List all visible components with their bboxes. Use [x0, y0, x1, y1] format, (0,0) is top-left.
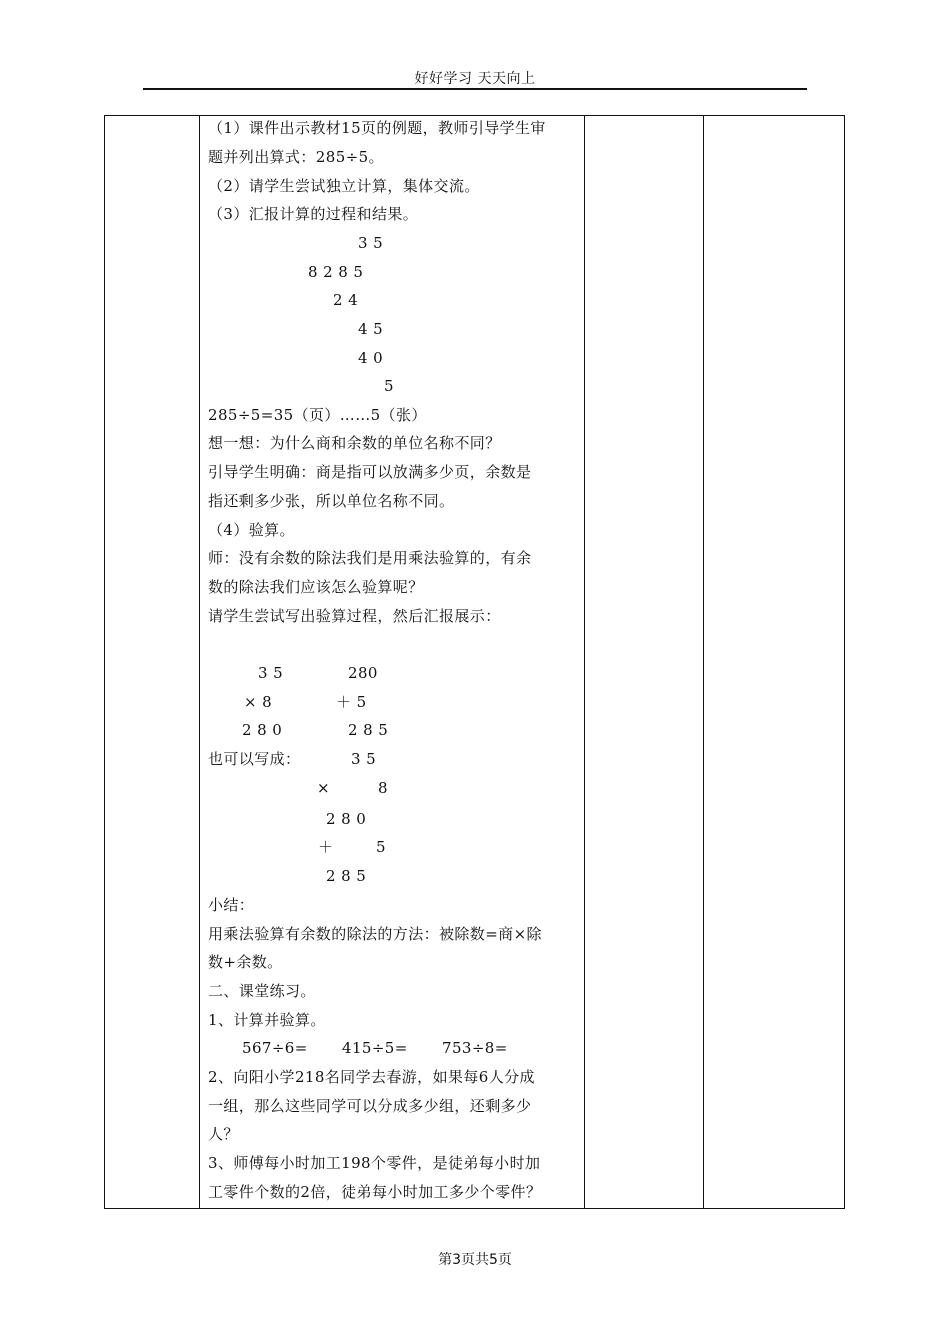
text-line: 想一想：为什么商和余数的单位名称不同？	[208, 434, 501, 452]
division-step: 4 5	[358, 320, 384, 338]
text-line: 285÷5=35（页）……5（张）	[208, 406, 427, 424]
text-line: 数的除法我们应该怎么验算呢？	[208, 578, 424, 596]
combined-top: 3 5	[351, 750, 377, 768]
column-divider-1	[199, 115, 200, 1209]
verify-mult-op: × 8	[244, 693, 273, 711]
text-line: 工零件个数的2倍，徒弟每小时加工多少个零件？	[208, 1183, 542, 1201]
text-line: （3）汇报计算的过程和结果。	[208, 205, 419, 223]
header-title: 好好学习 天天向上	[414, 71, 536, 87]
verify-mult-result: 2 8 0	[242, 721, 283, 739]
text-line: 指还剩多少张，所以单位名称不同。	[208, 492, 455, 510]
combined-sum: 2 8 5	[326, 867, 367, 885]
division-step: 2 4	[333, 291, 359, 309]
text-line: 题并列出算式：285÷5。	[208, 148, 384, 166]
verify-mult-top: 3 5	[258, 664, 284, 682]
combined-product: 2 8 0	[326, 810, 367, 828]
text-line: （2）请学生尝试独立计算，集体交流。	[208, 177, 480, 195]
combined-multiplier: 8	[378, 779, 388, 797]
division-remainder: 5	[384, 377, 394, 395]
division-step: 4 0	[358, 349, 384, 367]
text-line: 用乘法验算有余数的除法的方法：被除数=商×除	[208, 925, 542, 943]
text-line: （1）课件出示教材15页的例题，教师引导学生审	[208, 119, 546, 137]
text-line: 引导学生明确：商是指可以放满多少页，余数是	[208, 463, 532, 481]
page-header	[143, 66, 807, 90]
column-divider-2	[584, 115, 585, 1209]
text-line: 2、向阳小学218名同学去春游，如果每6人分成	[208, 1068, 535, 1086]
page-number: 第3页共5页	[438, 1252, 512, 1268]
combined-plus: ＋	[318, 838, 334, 856]
text-line: 3、师傅每小时加工198个零件，是徒弟每小时加	[208, 1154, 541, 1172]
verify-add-result: 2 8 5	[348, 721, 389, 739]
division-divisor-dividend: 8 2 8 5	[308, 263, 364, 281]
text-line: （4）验算。	[208, 521, 295, 539]
text-line: 小结：	[208, 896, 255, 914]
text-line: 1、计算并验算。	[208, 1011, 326, 1029]
text-line: 数+余数。	[208, 953, 283, 971]
column-divider-3	[703, 115, 704, 1209]
exercise-1a: 567÷6=	[242, 1039, 308, 1057]
page-footer	[0, 1249, 950, 1269]
exercise-1c: 753÷8=	[442, 1039, 508, 1057]
text-line: 一组，那么这些同学可以分成多少组，还剩多少	[208, 1097, 532, 1115]
exercise-1b: 415÷5=	[342, 1039, 408, 1057]
combined-times: ×	[317, 779, 330, 797]
text-line: 也可以写成：	[208, 750, 301, 768]
combined-remainder: 5	[376, 838, 386, 856]
verify-add-op: ＋ 5	[336, 693, 367, 711]
text-line: 人？	[208, 1125, 239, 1143]
verify-add-top: 280	[348, 664, 378, 682]
text-line: 请学生尝试写出验算过程，然后汇报展示：	[208, 607, 501, 625]
text-line: 二、课堂练习。	[208, 982, 316, 1000]
division-quotient: 3 5	[358, 234, 384, 252]
text-line: 师：没有余数的除法我们是用乘法验算的，有余	[208, 549, 532, 567]
